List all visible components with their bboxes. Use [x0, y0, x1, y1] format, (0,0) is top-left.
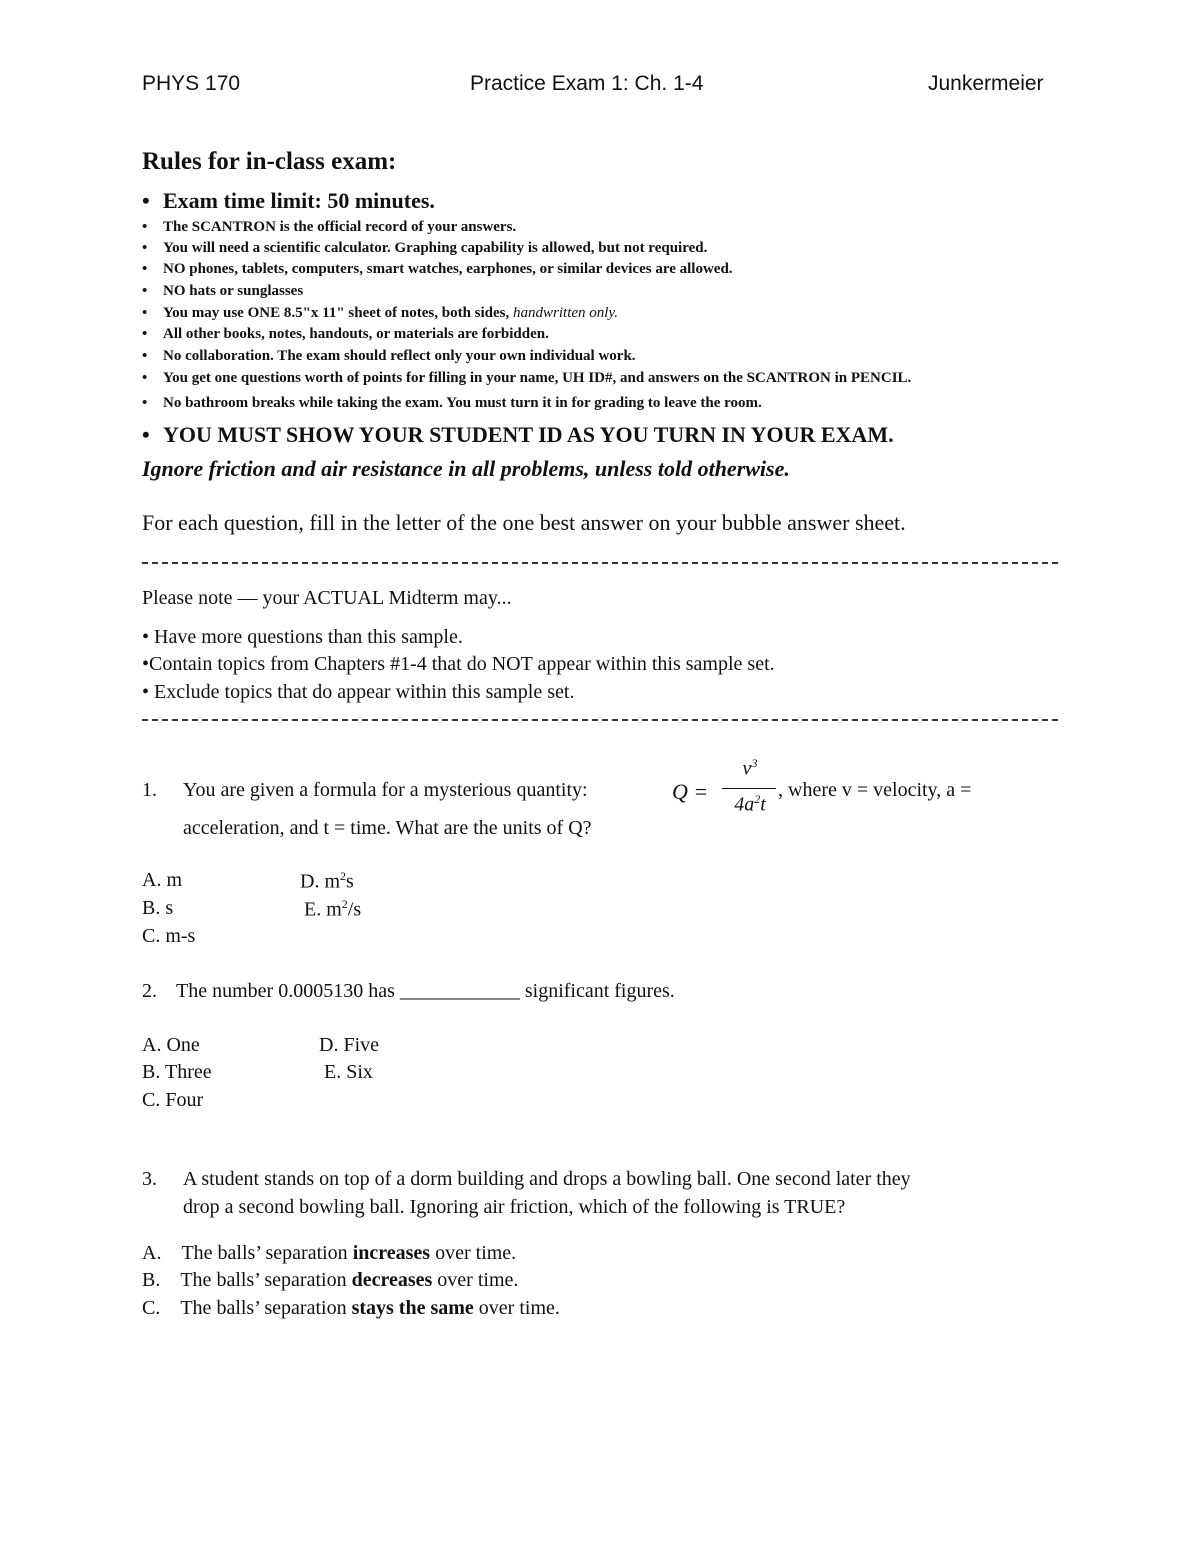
question-number: 3. — [142, 1168, 157, 1190]
rule-item: • NO phones, tablets, computers, smart watches, earphones, or similar devices are allowed. — [142, 261, 733, 277]
question-number: 1. — [142, 779, 157, 801]
question-text: , where v = velocity, a = — [778, 779, 972, 801]
rule-item: • You get one questions worth of points for filling in your name, UH ID#, and answers on the SCANTRON in PENCIL. — [142, 370, 912, 386]
notice-item: •Contain topics from Chapters #1-4 that do NOT appear within this sample set. — [142, 653, 775, 675]
answer-option: C. The balls’ separation stays the same over time. — [142, 1297, 560, 1319]
formula-numerator: $v^3$ — [742, 756, 758, 780]
answer-option: A. One — [142, 1034, 200, 1056]
rule-item: • You will need a scientific calculator. Graphing capability is allowed, but not required. — [142, 240, 708, 256]
question-text: You are given a formula for a mysterious quantity: — [183, 779, 588, 801]
question-text: The number 0.0005130 has ____________ significant figures. — [176, 980, 675, 1002]
answer-option: B. Three — [142, 1061, 212, 1083]
question-text: A student stands on top of a dorm building and drops a bowling ball. One second later they — [183, 1168, 911, 1190]
instructor-name: Junkermeier — [928, 72, 1044, 95]
question-number: 2. — [142, 980, 157, 1002]
answer-option: A. m — [142, 869, 182, 891]
rules-title: Rules for in-class exam: — [142, 148, 397, 175]
rule-item: • No collaboration. The exam should reflect only your own individual work. — [142, 348, 636, 364]
fill-instruction: For each question, fill in the letter of the one best answer on your bubble answer sheet. — [142, 510, 906, 535]
answer-option: B. The balls’ separation decreases over time. — [142, 1269, 519, 1291]
question-text: acceleration, and t = time. What are the units of Q? — [183, 817, 592, 839]
notice-item: • Exclude topics that do appear within this sample set. — [142, 681, 575, 703]
fraction-bar — [722, 788, 776, 789]
friction-note: Ignore friction and air resistance in all problems, unless told otherwise. — [142, 456, 790, 481]
answer-option: C. m-s — [142, 925, 196, 947]
notice-intro: Please note — your ACTUAL Midterm may... — [142, 587, 512, 609]
answer-option: A. The balls’ separation increases over time. — [142, 1242, 517, 1264]
divider — [142, 719, 1058, 721]
answer-option: E. Six — [324, 1061, 373, 1083]
answer-option: D. Five — [319, 1034, 379, 1056]
rule-item: • No bathroom breaks while taking the exam. You must turn it in for grading to leave the room. — [142, 395, 762, 411]
notice-item: • Have more questions than this sample. — [142, 626, 463, 648]
course-code: PHYS 170 — [142, 72, 241, 95]
formula-lhs: Q = — [672, 779, 709, 804]
formula-denominator: $4a^2t$ — [734, 792, 766, 816]
rule-student-id: • YOU MUST SHOW YOUR STUDENT ID AS YOU TURN IN YOUR EXAM. — [142, 422, 894, 447]
exam-title: Practice Exam 1: Ch. 1-4 — [470, 72, 704, 95]
rule-item: • The SCANTRON is the official record of your answers. — [142, 219, 517, 235]
answer-option: B. s — [142, 897, 174, 919]
answer-option: C. Four — [142, 1089, 204, 1111]
rule-item: • All other books, notes, handouts, or materials are forbidden. — [142, 326, 549, 342]
question-text: drop a second bowling ball. Ignoring air friction, which of the following is TRUE? — [183, 1196, 846, 1218]
rule-item: • NO hats or sunglasses — [142, 283, 304, 299]
rule-item: • You may use ONE 8.5"x 11" sheet of notes, both sides, handwritten only. — [142, 305, 619, 321]
answer-option: D. $m^2s$ — [300, 869, 354, 893]
answer-option: E. $m^2/s$ — [304, 897, 362, 921]
divider — [142, 562, 1058, 564]
rule-time-limit: • Exam time limit: 50 minutes. — [142, 188, 435, 213]
